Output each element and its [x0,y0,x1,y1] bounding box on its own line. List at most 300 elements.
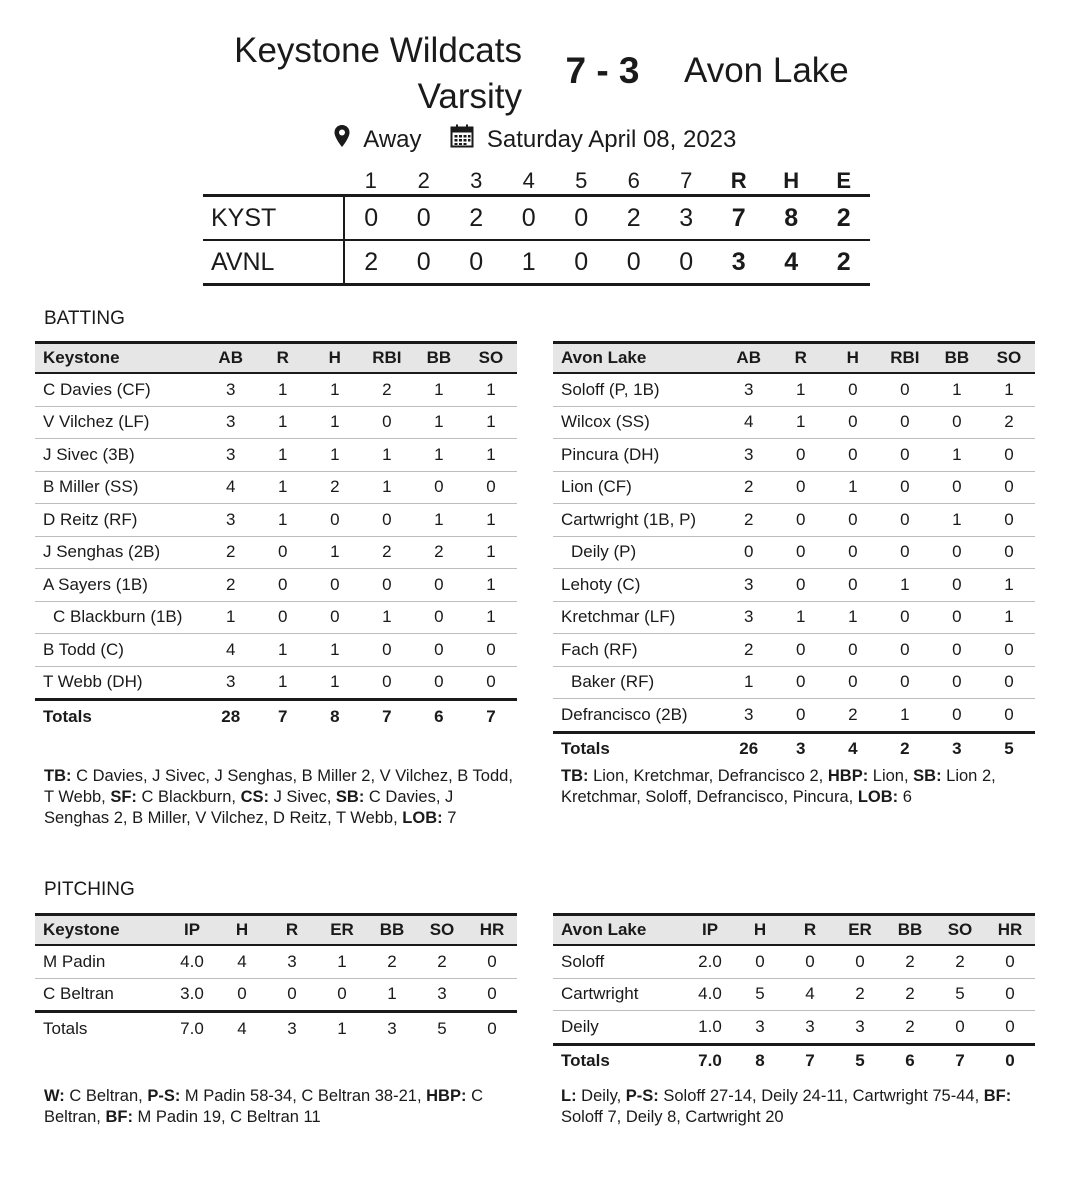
stat-cell: 0 [330,509,340,529]
stat-cell: 2 [743,477,754,497]
keystone-pitching-table [35,913,517,1045]
table-header-row [553,343,1035,374]
linescore-total: 4 [784,247,799,276]
player-name: Kretchmar (LF) [561,607,676,627]
table-header-row [35,343,517,374]
linescore-header-inning: 5 [575,168,588,193]
stat-cell: 1 [1004,574,1014,594]
linescore-total: 2 [836,247,851,276]
stat-cell: 1 [278,444,288,464]
stat-cell: 3 [743,444,754,464]
note-text: C Beltran, [64,1087,148,1105]
stat-cell: 0 [952,639,962,659]
stat-cell: 0 [952,672,962,692]
player-name: Cartwright [561,984,639,1004]
linescore-header-errors: E [836,168,852,193]
totals-label: Totals [43,1018,88,1038]
stat-cell: 4 [743,412,754,432]
pitching-section-title: PITCHING [44,879,135,900]
linescore-header-blank [203,168,344,196]
linescore-header-runs: R [730,168,747,193]
table-row [35,471,517,504]
column-header: Avon Lake [561,920,647,939]
totals-cell: 7 [278,706,288,726]
column-header: HR [479,920,505,939]
column-header: Keystone [43,920,120,939]
stat-cell: 1 [278,639,288,659]
totals-row [35,700,517,733]
note-label: TB: [561,767,589,785]
linescore-header-hits: H [783,168,800,193]
table-row [553,406,1035,439]
totals-row [553,1044,1035,1077]
stat-cell: 0 [434,607,444,627]
batting-section-title: BATTING [44,308,125,329]
column-header: H [753,920,767,939]
stat-cell: 1 [486,574,496,594]
stat-cell: 1 [330,444,340,464]
note-text: Deily, [576,1087,626,1105]
stat-cell: 0 [900,672,910,692]
stat-cell: 0 [848,444,858,464]
stat-cell: 0 [382,509,392,529]
note-label: HBP: [426,1087,467,1105]
final-score: 7 - 3 [565,50,640,91]
note-text: Soloff 7, Deily 8, Cartwright 20 [561,1108,784,1126]
column-header: SO [947,920,973,939]
stat-cell: 4 [225,477,236,497]
column-header: R [276,348,289,367]
stat-cell: 2 [387,951,397,971]
linescore-header-inning: 6 [627,168,640,193]
stat-cell: 1 [278,412,288,432]
stat-cell: 2 [225,574,236,594]
stat-cell: 1 [900,704,910,724]
column-header: SO [429,920,455,939]
column-header: H [235,920,249,939]
stat-cell: 1 [486,607,496,627]
stat-cell: 0 [796,444,806,464]
totals-cell: 7.0 [698,1051,722,1071]
stat-cell: 0 [796,574,806,594]
linescore-cell: 0 [469,247,484,276]
totals-cell: 6 [434,706,444,726]
stat-cell: 2 [855,984,865,1004]
linescore-cell: 1 [521,247,536,276]
table-header-row [35,915,517,946]
stat-cell: 2 [905,1016,915,1036]
player-name: J Sivec (3B) [43,444,135,464]
column-header: IP [183,920,201,939]
stat-cell: 0 [382,672,392,692]
table-row [553,504,1035,537]
stat-cell: 0 [796,477,806,497]
linescore-team: AVNL [203,240,344,285]
linescore-cell: 2 [626,203,641,232]
column-header: AB [218,348,243,367]
table-row [35,601,517,634]
table-row [553,666,1035,699]
linescore-row-avnl [203,240,870,285]
stat-cell: 0 [330,607,340,627]
totals-cell: 26 [739,739,759,759]
column-header: BB [897,920,923,939]
note-text: M Padin 58-34, C Beltran 38-21, [180,1087,427,1105]
table-row [35,439,517,472]
location-text: Away [363,126,422,153]
stat-cell: 0 [434,477,444,497]
stat-cell: 0 [952,607,962,627]
stat-cell: 0 [848,412,858,432]
stat-cell: 0 [330,574,340,594]
table-row [553,439,1035,472]
stat-cell: 1 [434,444,444,464]
calendar-icon [450,124,474,156]
stat-cell: 2 [743,509,754,529]
totals-row [35,1012,517,1045]
totals-cell: 5 [1004,739,1014,759]
linescore-cell: 3 [679,203,694,232]
table-row [35,978,517,1012]
stat-cell: 3 [743,704,754,724]
stat-cell: 0 [900,639,910,659]
stat-cell: 1 [486,412,496,432]
column-header: HR [997,920,1023,939]
linescore-cell: 0 [416,247,431,276]
stat-cell: 1 [330,639,340,659]
stat-cell: 1 [434,509,444,529]
stat-cell: 1 [848,607,858,627]
stat-cell: 2 [225,542,236,562]
stat-cell: 2 [330,477,340,497]
totals-label: Totals [561,739,610,759]
stat-cell: 0 [434,639,444,659]
table-row [553,373,1035,406]
stat-cell: 5 [955,984,965,1004]
stat-cell: 0 [1004,444,1014,464]
stat-cell: 0 [796,509,806,529]
totals-cell: 7 [486,706,496,726]
totals-cell: 3 [387,1018,397,1038]
table-row [553,699,1035,733]
stat-cell: 0 [382,412,392,432]
linescore-cell: 0 [364,203,379,232]
stat-cell: 1 [1004,607,1014,627]
stat-cell: 0 [952,542,962,562]
stat-cell: 1 [330,672,340,692]
stat-cell: 0 [237,984,247,1004]
totals-cell: 3 [952,739,962,759]
player-name: Wilcox (SS) [561,412,650,432]
player-name: Deily (P) [571,542,637,562]
stat-cell: 0 [278,542,288,562]
table-header-row [553,915,1035,946]
stat-cell: 1 [486,542,496,562]
player-name: B Todd (C) [43,639,124,659]
stat-cell: 0 [955,1016,965,1036]
note-label: SF: [110,788,137,806]
linescore-header-inning: 4 [522,168,535,193]
note-label: P-S: [625,1087,659,1105]
stat-cell: 0 [952,477,962,497]
stat-cell: 4 [225,639,236,659]
column-header: BB [944,348,970,367]
stat-cell: 3 [287,951,297,971]
note-text: C Beltran, [44,1087,483,1126]
note-text: M Padin 19, C Beltran 11 [132,1108,321,1126]
stat-cell: 3 [855,1016,865,1036]
note-text: 6 [898,788,912,806]
column-header: Avon Lake [561,348,647,367]
stat-cell: 1 [225,607,236,627]
stat-cell: 1 [796,607,806,627]
player-name: Soloff [561,951,605,971]
player-name: T Webb (DH) [43,672,143,692]
totals-cell: 8 [330,706,340,726]
note-text: Lion, Kretchmar, Defrancisco 2, [588,767,828,785]
linescore-header-inning: 3 [470,168,483,193]
table-row [553,945,1035,978]
stat-cell: 0 [486,639,496,659]
stat-cell: 0 [278,574,288,594]
stat-cell: 0 [952,412,962,432]
column-header: BB [379,920,405,939]
totals-cell: 2 [900,739,910,759]
stat-cell: 0 [848,379,858,399]
stat-cell: 0 [1005,1016,1015,1036]
stat-cell: 0 [900,607,910,627]
totals-cell: 3 [796,739,806,759]
totals-cell: 6 [905,1051,915,1071]
note-label: BF: [983,1087,1012,1105]
stat-cell: 0 [805,951,815,971]
stat-cell: 0 [952,574,962,594]
stat-cell: 2 [905,951,915,971]
stat-cell: 4.0 [698,984,722,1004]
stat-cell: 2 [437,951,447,971]
stat-cell: 0 [1004,542,1014,562]
stat-cell: 3 [743,574,754,594]
totals-cell: 7 [955,1051,965,1071]
totals-row [553,732,1035,765]
note-label: P-S: [147,1087,181,1105]
stat-cell: 0 [848,509,858,529]
table-row [553,978,1035,1011]
stat-cell: 0 [743,542,754,562]
home-team-line2: Varsity [417,77,522,116]
stat-cell: 0 [278,607,288,627]
table-row [35,569,517,602]
map-pin-icon [333,124,351,156]
column-header: SO [996,348,1022,367]
stat-cell: 0 [287,984,297,1004]
linescore-total: 3 [731,247,746,276]
stat-cell: 2 [382,379,392,399]
stat-cell: 0 [1004,477,1014,497]
table-row [553,471,1035,504]
stat-cell: 1 [382,444,392,464]
line-score-table [203,168,870,286]
stat-cell: 1 [278,477,288,497]
column-header: SO [478,348,504,367]
table-row [553,1011,1035,1045]
stat-cell: 0 [796,542,806,562]
note-label: L: [561,1087,577,1105]
stat-cell: 1 [330,412,340,432]
totals-label: Totals [561,1051,610,1071]
column-header: AB [736,348,761,367]
stat-cell: 2 [905,984,915,1004]
stat-cell: 1 [952,379,962,399]
linescore-team: KYST [203,196,344,241]
stat-cell: 0 [337,984,347,1004]
stat-cell: 0 [434,672,444,692]
stat-cell: 4 [805,984,815,1004]
linescore-row-kyst [203,196,870,241]
player-name: J Senghas (2B) [43,542,161,562]
player-name: Fach (RF) [561,639,638,659]
linescore-header-inning: 1 [364,168,377,193]
stat-cell: 1 [434,379,444,399]
stat-cell: 1 [486,509,496,529]
stat-cell: 0 [755,951,765,971]
totals-cell: 7 [382,706,392,726]
linescore-header-inning: 7 [680,168,693,193]
totals-cell: 7 [805,1051,815,1071]
player-name: Pincura (DH) [561,444,660,464]
stat-cell: 0 [796,639,806,659]
totals-cell: 0 [487,1018,497,1038]
table-row [35,406,517,439]
linescore-cell: 0 [574,203,589,232]
linescore-cell: 0 [521,203,536,232]
stat-cell: 0 [796,704,806,724]
player-name: C Beltran [43,984,114,1004]
column-header: H [328,348,341,367]
note-text: Lion, [868,767,914,785]
stat-cell: 2 [434,542,444,562]
stat-cell: 1 [337,951,347,971]
stat-cell: 0 [900,444,910,464]
stat-cell: 3 [755,1016,765,1036]
column-header: R [285,920,299,939]
away-team-name: Avon Lake [684,51,849,90]
stat-cell: 0 [1004,639,1014,659]
player-name: A Sayers (1B) [43,574,148,594]
table-row [553,601,1035,634]
stat-cell: 1 [848,477,858,497]
totals-cell: 28 [221,706,241,726]
totals-label: Totals [43,706,92,726]
note-label: W: [44,1087,65,1105]
stat-cell: 3.0 [180,984,204,1004]
stat-cell: 2 [955,951,965,971]
keystone-batting-notes [44,766,514,829]
stat-cell: 0 [848,672,858,692]
stat-cell: 0 [952,704,962,724]
stat-cell: 3 [225,444,236,464]
column-header: R [794,348,807,367]
player-name: Baker (RF) [571,672,655,692]
linescore-cell: 0 [416,203,431,232]
stat-cell: 1 [278,379,288,399]
keystone-pitching-notes [44,1086,514,1128]
stat-cell: 2 [743,639,754,659]
linescore-total: 8 [784,203,799,232]
player-name: Defrancisco (2B) [561,704,688,724]
column-header: BB [426,348,452,367]
game-meta [0,124,1069,156]
note-label: LOB: [402,809,443,827]
column-header: H [846,348,859,367]
stat-cell: 0 [1005,984,1015,1004]
note-text: C Davies, J Senghas 2, B Miller, V Vilchez, D Reitz, T Webb, [44,788,454,827]
column-header: Keystone [43,348,120,367]
home-team-name [150,28,522,120]
stat-cell: 1 [952,444,962,464]
avonlake-pitching-notes [561,1086,1039,1128]
stat-cell: 1 [382,477,392,497]
table-row [35,666,517,700]
stat-cell: 1 [382,607,392,627]
avonlake-pitching-table [553,913,1035,1077]
table-row [35,536,517,569]
table-row [553,569,1035,602]
column-header: ER [330,920,354,939]
stat-cell: 1 [952,509,962,529]
stat-cell: 0 [382,639,392,659]
stat-cell: 1 [330,379,340,399]
stat-cell: 0 [486,477,496,497]
linescore-header-inning: 2 [417,168,430,193]
column-header: ER [848,920,872,939]
stat-cell: 5 [755,984,765,1004]
linescore-cell: 2 [469,203,484,232]
note-text: C Davies, J Sivec, J Senghas, B Miller 2, V Vilchez, B Todd, T Webb, [44,767,513,806]
stat-cell: 0 [848,574,858,594]
stat-cell: 0 [487,984,497,1004]
linescore-cell: 0 [574,247,589,276]
date-text: Saturday April 08, 2023 [486,126,737,153]
stat-cell: 0 [900,477,910,497]
home-team-line1: Keystone Wildcats [234,31,522,70]
linescore-total: 7 [731,203,746,232]
note-label: SB: [913,767,942,785]
stat-cell: 1 [900,574,910,594]
stat-cell: 2 [382,542,392,562]
table-row [35,634,517,667]
avonlake-batting-notes [561,766,1039,808]
note-label: TB: [44,767,72,785]
stat-cell: 0 [487,951,497,971]
table-row [553,634,1035,667]
stat-cell: 3 [743,607,754,627]
player-name: Lion (CF) [561,477,632,497]
table-row [553,536,1035,569]
keystone-batting-table [35,341,517,733]
stat-cell: 1 [1004,379,1014,399]
stat-cell: 1.0 [698,1016,722,1036]
player-name: C Davies (CF) [43,379,151,399]
stat-cell: 3 [225,509,236,529]
stat-cell: 0 [1005,951,1015,971]
totals-cell: 4 [237,1018,247,1038]
stat-cell: 0 [486,672,496,692]
stat-cell: 1 [278,509,288,529]
totals-cell: 3 [287,1018,297,1038]
totals-cell: 7.0 [180,1018,204,1038]
column-header: IP [701,920,719,939]
